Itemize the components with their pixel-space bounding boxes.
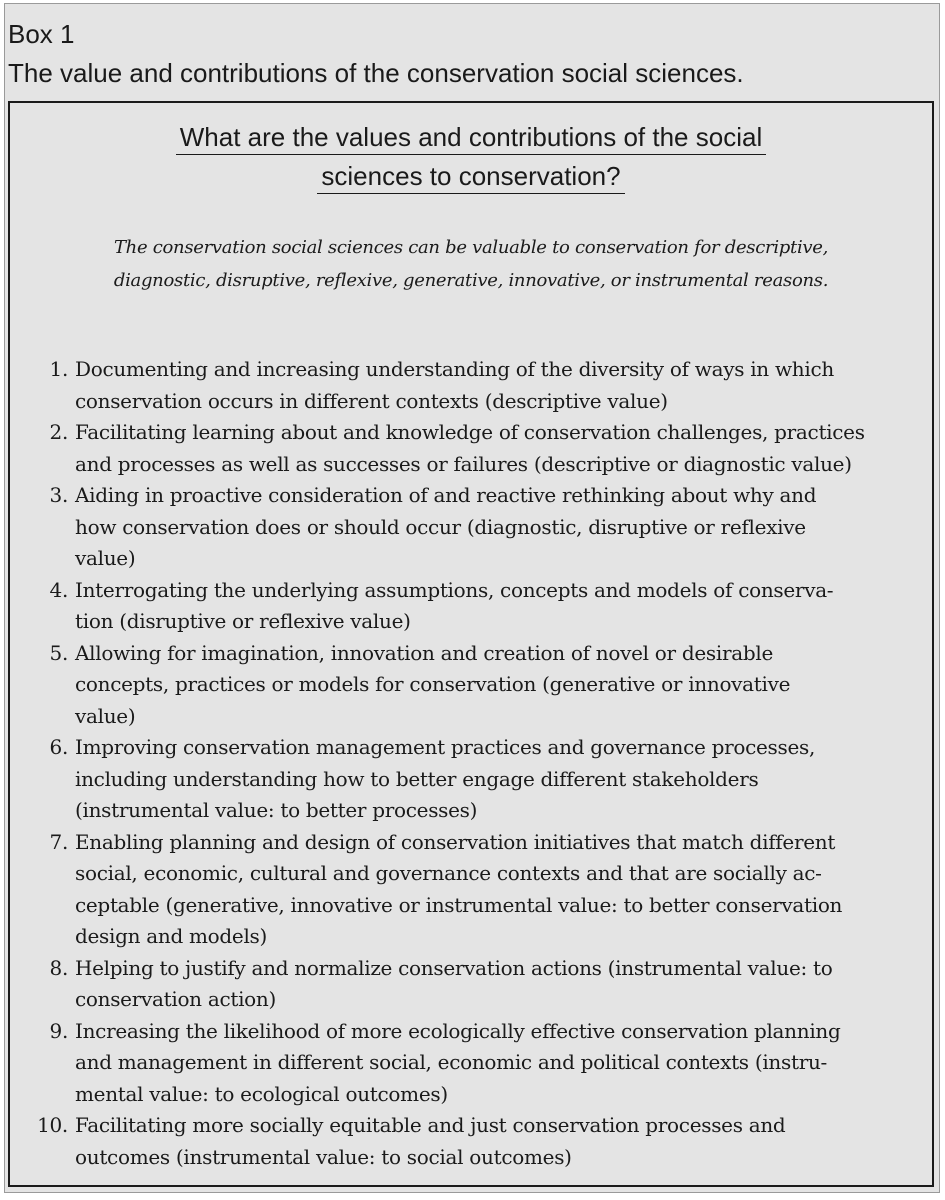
summary-line-2: diagnostic, disruptive, reflexive, generative, innovative, or instrumental reasons. [113,270,829,291]
list-item [24,732,924,827]
question-line-2: sciences to conservation? [317,159,624,194]
text-box [4,3,940,1193]
list-item-line: Increasing the likelihood of more ecologically effective conservation planning [75,1018,841,1043]
list-item-line: and management in different social, economic and political contexts (instru- [75,1050,828,1074]
list-item [24,575,924,638]
list-item-line: design and models) [75,924,268,948]
question-line-1: What are the values and contributions of the social [176,120,766,155]
list-item-line: Aiding in proactive consideration of and reactive rethinking about why and [75,483,817,507]
contributions-list [24,354,924,1173]
box-label: Box 1 [8,19,75,49]
list-item-number: 1. [49,357,68,381]
list-item-line: mental value: to ecological outcomes) [75,1081,448,1106]
list-item-line: conservation action) [75,987,277,1011]
list-item-line: and processes as well as successes or failures (descriptive or diagnostic value) [75,451,852,476]
list-item-number: 8. [49,955,68,980]
list-item [24,827,924,953]
list-item [24,354,924,417]
list-item-line: how conservation does or should occur (diagnostic, disruptive or reflexive [75,514,806,539]
list-item-line: Facilitating more socially equitable and just conservation processes and [75,1113,786,1137]
list-item-line: including understanding how to better engage different stakeholders [75,766,759,791]
list-item-line: Documenting and increasing understanding of the diversity of ways in which [75,357,834,381]
list-item-number: 4. [49,577,68,602]
list-item [24,638,924,733]
list-item-line: social, economic, cultural and governance contexts and that are socially ac- [75,861,822,885]
box-question [10,118,932,196]
list-item-number: 6. [49,735,68,759]
list-item-line: tion (disruptive or reflexive value) [75,609,411,633]
list-item-number: 10. [37,1113,68,1137]
list-item-line: Improving conservation management practices and governance processes, [75,735,816,759]
list-item-line: conservation occurs in different contexts (descriptive value) [75,388,668,413]
list-item-number: 3. [49,483,68,507]
list-item-line: Facilitating learning about and knowledge of conservation challenges, practices [75,420,865,444]
list-item-line: concepts, practices or models for conservation (generative or innovative [75,672,791,696]
box-summary [10,231,932,297]
list-item [24,1110,924,1173]
list-item-line: outcomes (instrumental value: to social outcomes) [75,1144,572,1169]
box-title: The value and contributions of the conservation social sciences. [8,58,744,88]
list-item [24,417,924,480]
summary-line-1: The conservation social sciences can be valuable to conservation for descriptive, [113,237,829,258]
list-item-line: Interrogating the underlying assumptions, concepts and models of conserva- [75,577,834,602]
list-item-line: value) [75,546,136,570]
list-item-number: 5. [49,640,68,665]
list-item-line: (instrumental value: to better processes) [75,798,478,822]
list-item-number: 2. [49,420,68,444]
list-item [24,953,924,1016]
list-item [24,1016,924,1111]
list-item-number: 9. [49,1018,68,1043]
list-item-line: ceptable (generative, innovative or instrumental value: to better conservation [75,892,843,917]
list-item-number: 7. [49,829,68,854]
list-item [24,480,924,575]
list-item-line: Allowing for imagination, innovation and creation of novel or desirable [75,640,773,665]
list-item-line: Helping to justify and normalize conservation actions (instrumental value: to [75,955,833,980]
list-item-line: value) [75,703,136,728]
list-item-line: Enabling planning and design of conservation initiatives that match different [75,829,836,854]
box-content-frame [8,101,934,1187]
